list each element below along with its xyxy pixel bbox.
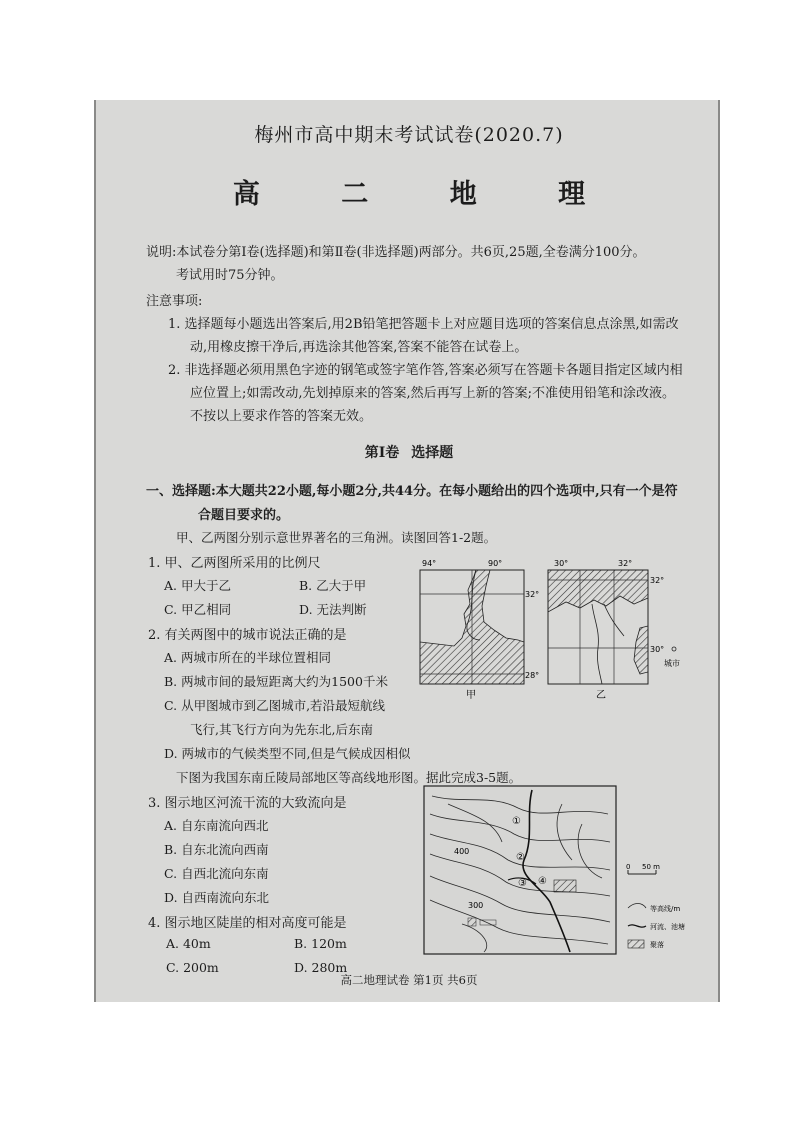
note-1-line-1: 1. 选择题每小题选出答案后,用2B铅笔把答题卡上对应题目选项的答案信息点涂黑,如需改 [168, 317, 679, 332]
section-part: 第Ⅰ卷 [364, 445, 400, 461]
q2-option-a: A. 两城市所在的半球位置相同 [164, 650, 331, 665]
q3-option-d: D. 自西南流向东北 [164, 890, 270, 905]
q4-option-a: A. 40m [166, 936, 211, 951]
q4-option-d: D. 280m [294, 960, 348, 975]
intro-line-2: 考试用时75分钟。 [176, 268, 284, 283]
scale-length: 50 m [642, 863, 660, 871]
contour-label-300: 300 [468, 901, 484, 910]
q1-option-a: A. 甲大于乙 [164, 578, 231, 593]
notes-heading: 注意事项: [146, 294, 203, 309]
q2-option-c-line-1: C. 从甲图城市到乙图城市,若沿最短航线 [164, 698, 386, 713]
q3-option-a: A. 自东南流向西北 [164, 818, 269, 833]
q2-stem: 2. 有关两图中的城市说法正确的是 [148, 628, 347, 643]
marker-4: ④ [538, 876, 547, 887]
page-footer: 高二地理试卷 第1页 共6页 [340, 973, 478, 987]
jia-lat-top: 32° [525, 590, 540, 599]
legend-village-label: 聚落 [650, 941, 664, 949]
q3-stem: 3. 图示地区河流干流的大致流向是 [148, 796, 347, 811]
legend-contour-label: 等高线/m [650, 905, 681, 913]
exam-paper [94, 100, 720, 1002]
yi-lat-bottom: 30° [650, 645, 665, 654]
yi-city-label: 城市 [664, 659, 680, 668]
legend-contour-symbol [628, 904, 646, 909]
jia-lat-bottom: 28° [525, 671, 540, 680]
q1-option-c: C. 甲乙相同 [164, 602, 232, 617]
yi-lon-left: 30° [554, 559, 569, 568]
choice-heading-line-2: 合题目要求的。 [198, 508, 290, 523]
q2-option-d: D. 两城市的气候类型不同,但是气候成因相似 [164, 746, 411, 761]
yi-caption: 乙 [596, 690, 606, 701]
symbol-block [468, 918, 476, 926]
contour-map [422, 784, 618, 958]
section-name: 选择题 [411, 445, 454, 461]
legend-river-symbol [628, 925, 646, 927]
group-1-stem: 甲、乙两图分别示意世界著名的三角洲。读图回答1-2题。 [176, 530, 497, 545]
map-jia [414, 556, 554, 701]
intro-line-1: 说明:本试卷分第Ⅰ卷(选择题)和第Ⅱ卷(非选择题)两部分。共6页,25题,全卷满分100分。 [146, 245, 646, 260]
yi-lat-top: 32° [650, 576, 665, 585]
contour-legend [620, 860, 720, 960]
subject-title: 高 二 地 理 [232, 179, 622, 210]
map-yi [544, 556, 694, 701]
note-2-line-1: 2. 非选择题必须用黑色字迹的钢笔或签字笔作答,答案必须写在答题卡各题目指定区域内相 [168, 363, 683, 378]
q1-stem: 1. 甲、乙两图所采用的比例尺 [148, 556, 321, 571]
q3-option-b: B. 自东北流向西南 [164, 842, 269, 857]
yi-city-marker [672, 647, 676, 651]
marker-2: ② [516, 852, 525, 863]
scale-zero: 0 [626, 863, 631, 871]
q3-option-c: C. 自西北流向东南 [164, 866, 269, 881]
section-heading [96, 442, 722, 462]
yi-river [592, 604, 602, 684]
note-2-line-2: 应位置上;如需改动,先划掉原来的答案,然后再写上新的答案;不准使用铅笔和涂改液。 [190, 386, 676, 401]
yi-sea-hatch [548, 570, 648, 612]
jia-lon-left: 94° [422, 559, 437, 568]
q2-option-b: B. 两城市间的最短距离大约为1500千米 [164, 674, 388, 689]
legend-village-symbol [628, 940, 644, 948]
marker-3: ③ [518, 878, 527, 889]
yi-lon-right: 32° [618, 559, 633, 568]
choice-heading-line-1: 一、选择题:本大题共22小题,每小题2分,共44分。在每小题给出的四个选项中,只有一个是符 [146, 484, 678, 499]
note-2-line-3: 不按以上要求作答的答案无效。 [190, 409, 373, 424]
note-1-line-2: 动,用橡皮擦干净后,再选涂其他答案,答案不能答在试卷上。 [190, 340, 528, 355]
jia-caption: 甲 [466, 690, 476, 701]
jia-lon-right: 90° [488, 559, 503, 568]
legend-river-label: 河流、池塘 [650, 923, 685, 931]
q1-option-d: D. 无法判断 [299, 602, 367, 617]
q2-option-c-line-2: 飞行,其飞行方向为先东北,后东南 [190, 722, 373, 737]
marker-1: ① [512, 816, 521, 827]
q4-option-c: C. 200m [166, 960, 219, 975]
exam-title: 梅州市高中期末考试试卷(2020.7) [254, 124, 564, 146]
yi-lake-hatch [634, 626, 648, 674]
q1-option-b: B. 乙大于甲 [299, 578, 367, 593]
q4-option-b: B. 120m [294, 936, 347, 951]
q4-stem: 4. 图示地区陡崖的相对高度可能是 [148, 916, 347, 931]
village-block [554, 880, 576, 892]
group-2-stem: 下图为我国东南丘陵局部地区等高线地形图。据此完成3-5题。 [176, 770, 522, 785]
contour-label-400: 400 [454, 847, 470, 856]
